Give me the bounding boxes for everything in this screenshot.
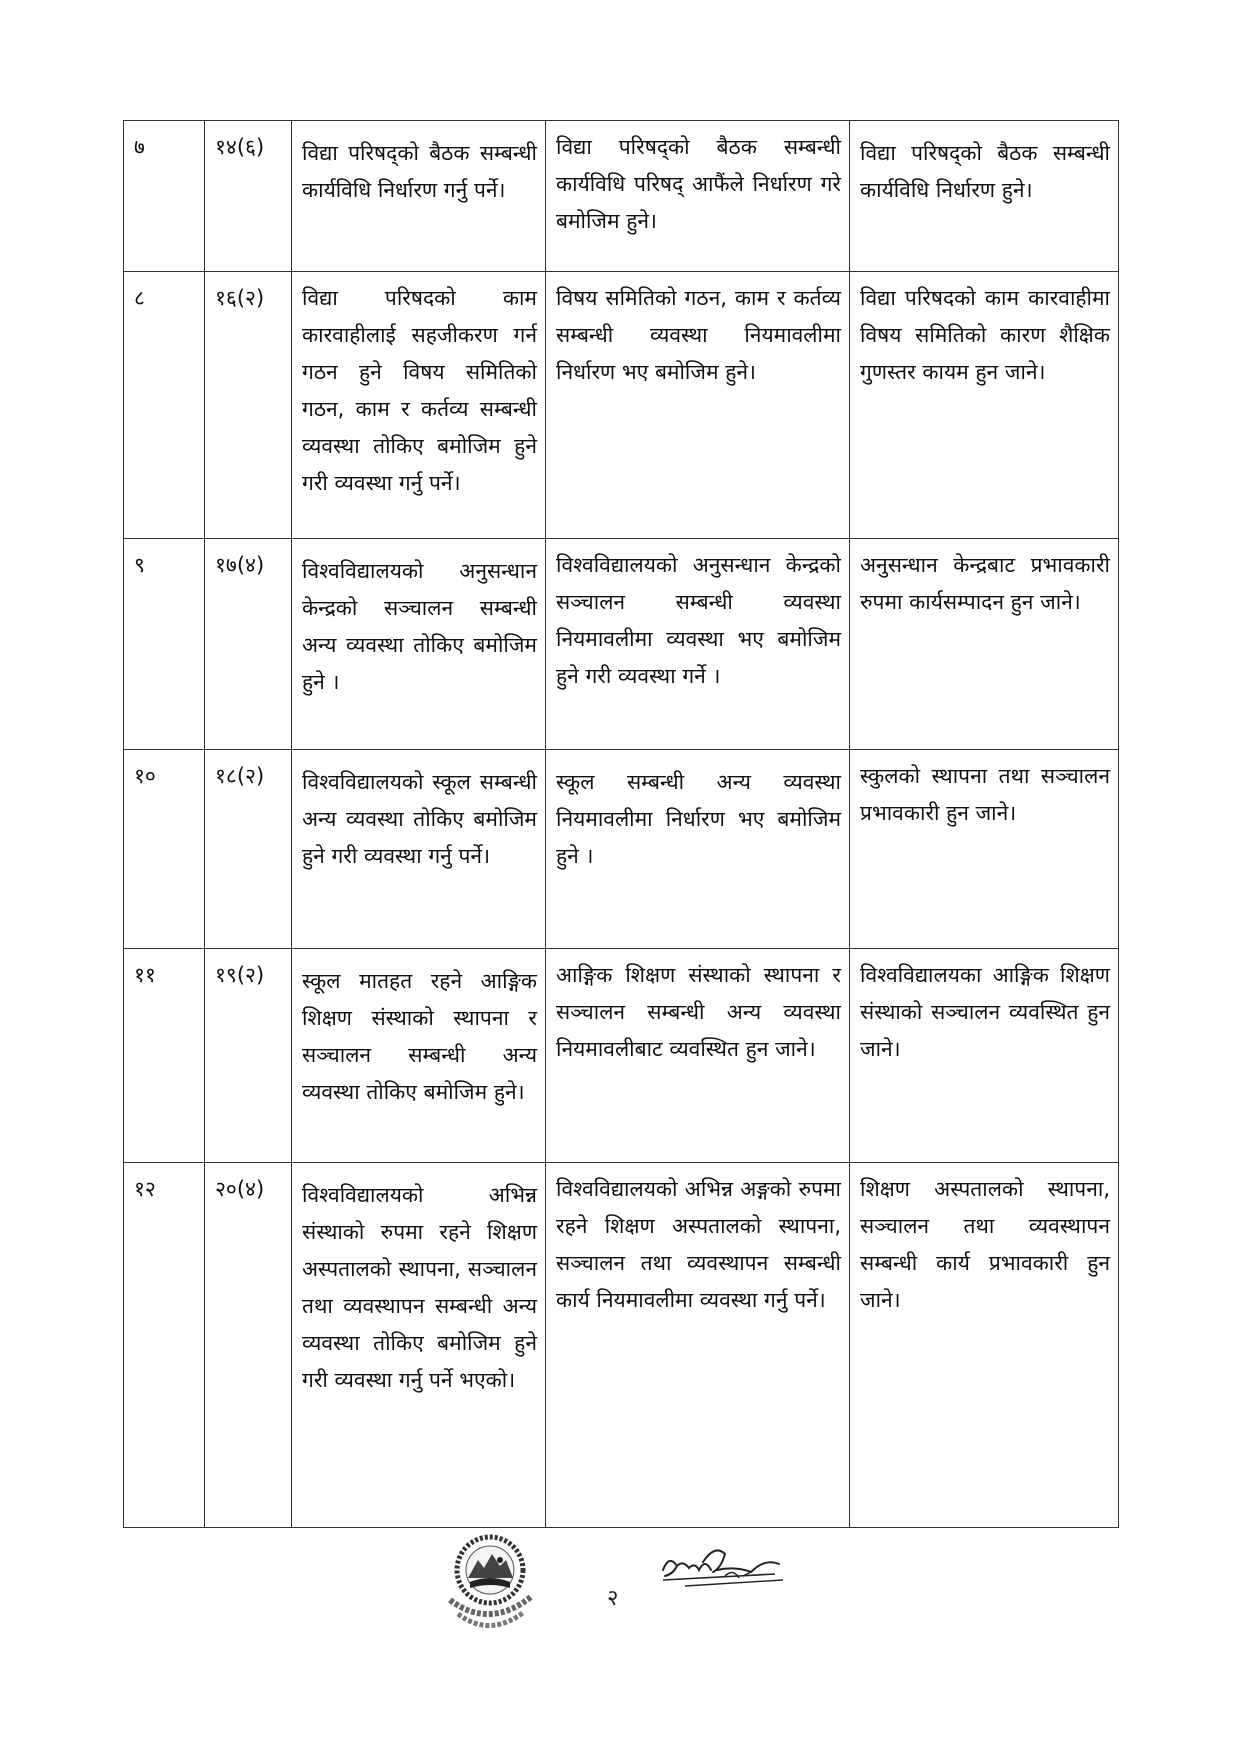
proposed-provision-text: आङ्गिक शिक्षण संस्थाको स्थापना र सञ्चालन सम्बन्धी अन्य व्यवस्था नियमावलीबाट व्यवस्थित हुन जाने। [556, 963, 841, 1061]
current-provision-cell [292, 750, 546, 949]
proposed-provision-cell [546, 750, 850, 949]
table-row [124, 949, 1119, 1163]
current-provision-text: विश्वविद्यालयको स्कूल सम्बन्धी अन्य व्यवस्था तोकिए बमोजिम हुने गरी व्यवस्था गर्नु पर्ने। [302, 770, 537, 868]
effect-cell [850, 272, 1119, 539]
section-cell: १८(२) [205, 750, 292, 949]
table-row [124, 121, 1119, 272]
proposed-provision-cell [546, 539, 850, 750]
current-provision-cell [292, 949, 546, 1163]
current-provision-cell [292, 1163, 546, 1528]
section-cell: १७(४) [205, 539, 292, 750]
serial-number-cell: ७ [124, 121, 205, 272]
serial-number-cell: १२ [124, 1163, 205, 1528]
current-provision-text: विद्या परिषदको काम कारवाहीलाई सहजीकरण गर्न गठन हुने विषय समितिको गठन, काम र कर्तव्य सम्बन्धी व्यवस्था तोकिए बमोजिम हुने गरी व्यवस्था गर्नु पर्ने। [302, 286, 537, 495]
effect-cell [850, 121, 1119, 272]
current-provision-cell [292, 539, 546, 750]
current-provision-text: विश्वविद्यालयको अभिन्न संस्थाको रुपमा रहने शिक्षण अस्पतालको स्थापना, सञ्चालन तथा व्यवस्थापन सम्बन्धी अन्य व्यवस्था तोकिए बमोजिम हुने गरी व्यवस्था गर्नु पर्ने भएको। [302, 1183, 537, 1392]
serial-number-cell: ११ [124, 949, 205, 1163]
signature-icon [655, 1540, 785, 1610]
proposed-provision-cell [546, 949, 850, 1163]
serial-number-cell: १० [124, 750, 205, 949]
page-number: २ [607, 1586, 619, 1611]
proposed-provision-text: विश्वविद्यालयको अनुसन्धान केन्द्रको सञ्चालन सम्बन्धी व्यवस्था नियमावलीमा व्यवस्था भए बमोजिम हुने गरी व्यवस्था गर्ने । [556, 553, 841, 688]
section-cell: १९(२) [205, 949, 292, 1163]
current-provision-cell [292, 272, 546, 539]
effect-cell [850, 1163, 1119, 1528]
amendment-table [123, 120, 1119, 1528]
current-provision-text: विश्वविद्यालयको अनुसन्धान केन्द्रको सञ्चालन सम्बन्धी अन्य व्यवस्था तोकिए बमोजिम हुने । [302, 559, 537, 694]
table-row [124, 272, 1119, 539]
section-cell: २०(४) [205, 1163, 292, 1528]
table-row [124, 1163, 1119, 1528]
effect-cell [850, 949, 1119, 1163]
effect-text: शिक्षण अस्पतालको स्थापना, सञ्चालन तथा व्यवस्थापन सम्बन्धी कार्य प्रभावकारी हुन जाने। [860, 1177, 1110, 1312]
proposed-provision-cell [546, 121, 850, 272]
proposed-provision-text: विश्वविद्यालयको अभिन्न अङ्गको रुपमा रहने शिक्षण अस्पतालको स्थापना, सञ्चालन तथा व्यवस्थापन सम्बन्धी कार्य नियमावलीमा व्यवस्था गर्नु पर्ने। [556, 1177, 841, 1312]
proposed-provision-text: विद्या परिषद्को बैठक सम्बन्धी कार्यविधि परिषद् आफैंले निर्धारण गरे बमोजिम हुने। [556, 135, 841, 233]
effect-text: स्कुलको स्थापना तथा सञ्चालन प्रभावकारी हुन जाने। [860, 764, 1110, 825]
serial-number-cell: ९ [124, 539, 205, 750]
effect-text: विद्या परिषदको काम कारवाहीमा विषय समितिको कारण शैक्षिक गुणस्तर कायम हुन जाने। [860, 286, 1110, 384]
effect-text: विद्या परिषद्को बैठक सम्बन्धी कार्यविधि निर्धारण हुने। [860, 141, 1110, 202]
proposed-provision-cell [546, 272, 850, 539]
current-provision-cell [292, 121, 546, 272]
proposed-provision-text: विषय समितिको गठन, काम र कर्तव्य सम्बन्धी व्यवस्था नियमावलीमा निर्धारण भए बमोजिम हुने। [556, 286, 841, 384]
section-cell: १६(२) [205, 272, 292, 539]
current-provision-text: स्कूल मातहत रहने आङ्गिक शिक्षण संस्थाको स्थापना र सञ्चालन सम्बन्धी अन्य व्यवस्था तोकिए बमोजिम हुने। [302, 969, 537, 1104]
effect-cell [850, 539, 1119, 750]
effect-text: विश्वविद्यालयका आङ्गिक शिक्षण संस्थाको सञ्चालन व्यवस्थित हुन जाने। [860, 963, 1110, 1061]
effect-cell [850, 750, 1119, 949]
table-row [124, 750, 1119, 949]
proposed-provision-cell [546, 1163, 850, 1528]
serial-number-cell: ८ [124, 272, 205, 539]
section-cell: १४(६) [205, 121, 292, 272]
current-provision-text: विद्या परिषद्को बैठक सम्बन्धी कार्यविधि निर्धारण गर्नु पर्ने। [302, 141, 537, 202]
government-seal-icon [440, 1530, 540, 1640]
effect-text: अनुसन्धान केन्द्रबाट प्रभावकारी रुपमा कार्यसम्पादन हुन जाने। [860, 553, 1110, 614]
proposed-provision-text: स्कूल सम्बन्धी अन्य व्यवस्था नियमावलीमा निर्धारण भए बमोजिम हुने । [556, 770, 841, 868]
table-row [124, 539, 1119, 750]
